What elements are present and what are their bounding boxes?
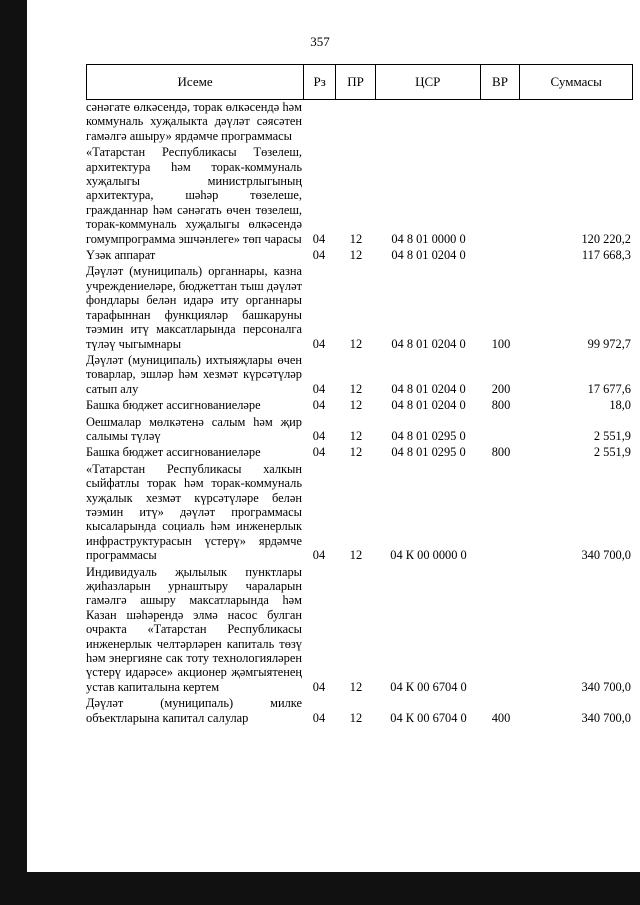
row-csr: 04 К 00 6704 0	[390, 679, 467, 694]
column-header-sum: Суммасы	[550, 74, 602, 89]
row-rz: 04	[312, 248, 326, 263]
row-pr: 12	[349, 336, 363, 351]
row-sum: 117 668,3	[581, 248, 631, 263]
scan-left-border	[0, 0, 27, 905]
row-csr: 04 К 00 0000 0	[390, 548, 467, 563]
row-name: Дәүләт (муниципаль) ихтыяҗлары өчен товарлар, эшләр һәм хезмәт күрсәтүләр сатып алу	[86, 352, 302, 396]
row-csr: 04 8 01 0204 0	[391, 398, 466, 413]
row-name: Дәүләт (муниципаль) милке объектларына капитал салулар	[86, 696, 302, 725]
row-sum: 17 677,6	[587, 381, 631, 396]
row-sum: 340 700,0	[581, 710, 631, 725]
row-sum: 18,0	[609, 398, 631, 413]
row-rz: 04	[312, 679, 326, 694]
row-pr: 12	[349, 231, 363, 246]
table-row	[86, 565, 633, 695]
table-row	[86, 462, 633, 563]
column-header-csr: ЦСР	[376, 65, 481, 99]
row-rz: 04	[312, 231, 326, 246]
row-rz: 04	[312, 428, 326, 443]
row-rz: 04	[312, 548, 326, 563]
table-row	[86, 696, 633, 725]
row-pr: 12	[349, 248, 363, 263]
row-vr: 100	[491, 336, 511, 351]
table-row	[86, 248, 633, 262]
scan-bottom-border	[0, 872, 640, 905]
row-name: Дәүләт (муниципаль) органнары, казна учреждениеләре, бюджеттан тыш дәүләт фондлары белән идарә иту органнары тарафыннан функцияләр башкаруны тәэмин итү максатларында персоналга түләү чыгымнары	[86, 264, 302, 351]
row-pr: 12	[349, 679, 363, 694]
row-name: Башка бюджет ассигнованиеләре	[86, 445, 261, 460]
row-sum: 120 220,2	[581, 231, 631, 246]
row-rz: 04	[312, 381, 326, 396]
row-pr: 12	[349, 381, 363, 396]
row-vr: 800	[491, 445, 511, 460]
row-name: Башка бюджет ассигнованиеләре	[86, 398, 261, 413]
row-rz: 04	[312, 710, 326, 725]
row-name: Индивидуаль җылылык пунктлары җиһазларын урнаштыру чараларын гамәлгә ашыру максатларында һәм Казан шәһәрендә элмә насос булган очракта «Татарстан Республикасы инженерлык челтәрләрен капиталь төзү һәм энергияне сак тоту технологияләрен үстерү идарәсе» акционер җәмгыятенең устав капиталына кертем	[86, 564, 302, 694]
row-csr: 04 8 01 0204 0	[391, 381, 466, 396]
row-sum: 340 700,0	[581, 679, 631, 694]
row-name: «Татарстан Республикасы халкын сыйфатлы торак һәм торак-коммуналь хуҗалык хезмәт күрсәтүләре белән тәэмин итү» дәүләт программасы кысаларында социаль һәм инженерлык инфраструктурасын үстерү» ярдәмче программасы	[86, 461, 302, 563]
table-row	[86, 353, 633, 396]
row-vr: 800	[491, 398, 511, 413]
row-pr: 12	[349, 445, 363, 460]
table-header	[86, 64, 633, 100]
row-vr: 200	[491, 381, 511, 396]
row-name: «Татарстан Республикасы Төзелеш, архитектура һәм торак-коммуналь хуҗалыгы министрлыгының архитектура, шәһәр төзелеше, гражданнар һәм сәнәгать өчен төзелеш, торак-коммуналь хуҗалыгы өлкәсендә гомумпрограмма эшчәнлеге» төп чарасы	[86, 145, 302, 246]
row-vr: 400	[491, 710, 511, 725]
row-csr: 04 8 01 0204 0	[391, 248, 466, 263]
row-sum: 2 551,9	[593, 445, 631, 460]
row-pr: 12	[349, 398, 363, 413]
table-row	[86, 100, 633, 143]
page-number: 357	[310, 34, 330, 49]
row-pr: 12	[349, 428, 363, 443]
table-row	[86, 145, 633, 246]
row-csr: 04 8 01 0295 0	[391, 428, 466, 443]
row-name: Оешмалар мөлкәтенә салым һәм җир салымы түләү	[86, 414, 302, 443]
column-header-pr: ПР	[336, 65, 376, 99]
table-row	[86, 445, 633, 459]
table-row	[86, 415, 633, 444]
row-sum: 2 551,9	[593, 428, 631, 443]
row-rz: 04	[312, 336, 326, 351]
row-rz: 04	[312, 445, 326, 460]
row-csr: 04 К 00 6704 0	[390, 710, 467, 725]
row-csr: 04 8 01 0204 0	[391, 336, 466, 351]
row-sum: 99 972,7	[587, 336, 631, 351]
column-header-name: Исеме	[87, 65, 304, 99]
row-csr: 04 8 01 0295 0	[391, 445, 466, 460]
column-header-vr: ВР	[481, 65, 521, 99]
table-row	[86, 264, 633, 350]
row-sum: 340 700,0	[581, 548, 631, 563]
row-name: Үзәк аппарат	[86, 248, 156, 263]
table-row	[86, 398, 633, 412]
row-name: сәнәгате өлкәсендә, торак өлкәсендә һәм коммуналь хуҗалыкта дәүләт сәясәтен гамәлгә ашыру» ярдәмче программасы	[86, 100, 302, 143]
row-pr: 12	[349, 548, 363, 563]
table-body	[86, 100, 633, 727]
row-pr: 12	[349, 710, 363, 725]
row-csr: 04 8 01 0000 0	[391, 231, 466, 246]
row-rz: 04	[312, 398, 326, 413]
column-header-rz: Рз	[304, 65, 336, 99]
